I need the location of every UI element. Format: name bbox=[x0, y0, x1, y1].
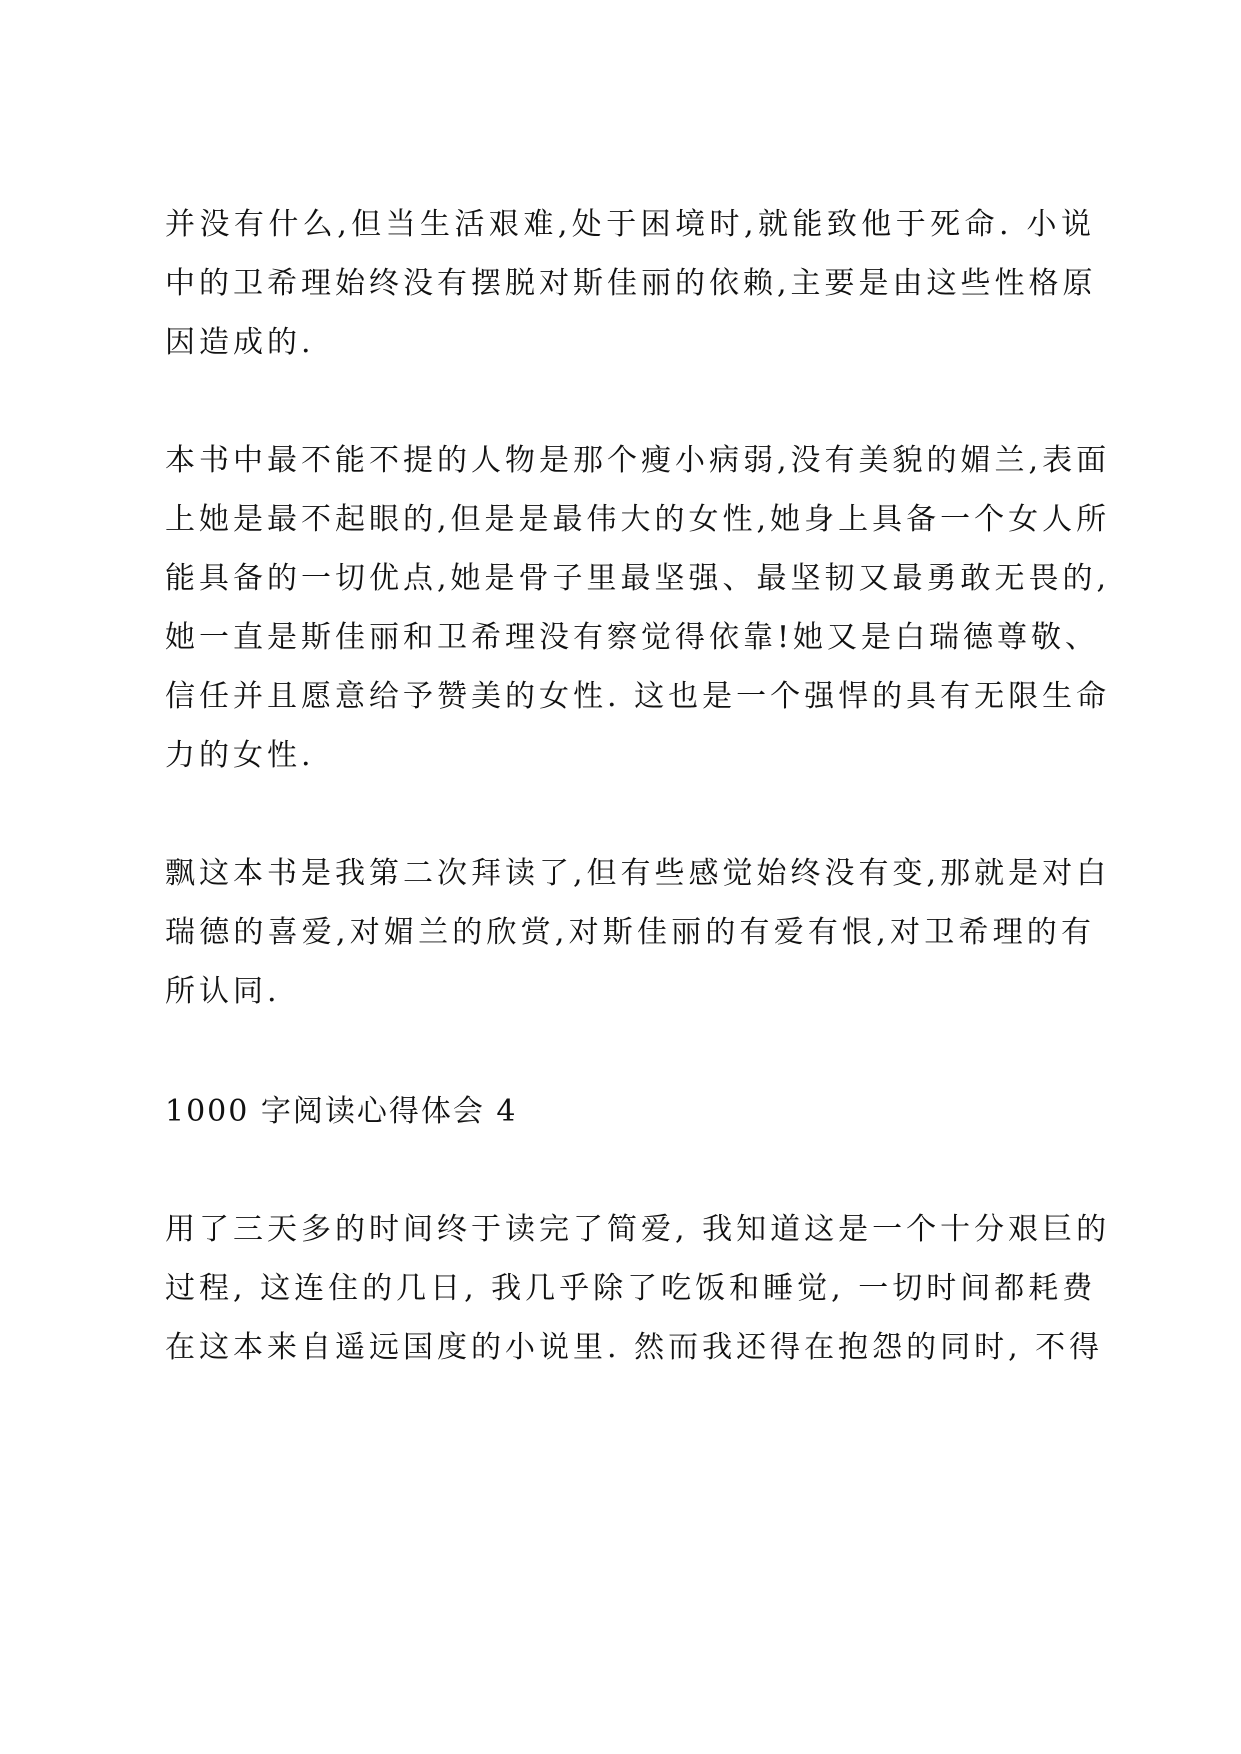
paragraph-2-line-4: 她一直是斯佳丽和卫希理没有察觉得依靠!她又是白瑞德尊敬、 bbox=[165, 620, 1100, 655]
paragraph-3-line-2: 瑞德的喜爱,对媚兰的欣赏,对斯佳丽的有爱有恨,对卫希理的有 bbox=[165, 915, 1095, 950]
section-heading: 1000 字阅读心得体会 4 bbox=[165, 1094, 518, 1129]
paragraph-1-line-3: 因造成的. bbox=[165, 325, 315, 360]
paragraph-4-line-1: 用了三天多的时间终于读完了简爱, 我知道这是一个十分艰巨的 bbox=[165, 1212, 1111, 1247]
paragraph-4-line-2: 过程, 这连住的几日, 我几乎除了吃饭和睡觉, 一切时间都耗费 bbox=[165, 1271, 1097, 1306]
paragraph-1-line-2: 中的卫希理始终没有摆脱对斯佳丽的依赖,主要是由这些性格原 bbox=[165, 266, 1097, 301]
paragraph-3-line-1: 飘这本书是我第二次拜读了,但有些感觉始终没有变,那就是对白 bbox=[165, 856, 1111, 891]
paragraph-2-line-1: 本书中最不能不提的人物是那个瘦小病弱,没有美貌的媚兰,表面 bbox=[165, 443, 1111, 478]
paragraph-1-line-1: 并没有什么,但当生活艰难,处于困境时,就能致他于死命. 小说 bbox=[165, 207, 1095, 242]
paragraph-2-line-6: 力的女性. bbox=[165, 738, 315, 773]
paragraph-2-line-5: 信任并且愿意给予赞美的女性. 这也是一个强悍的具有无限生命 bbox=[165, 679, 1111, 714]
paragraph-2-line-3: 能具备的一切优点,她是骨子里最坚强、最坚韧又最勇敢无畏的, bbox=[165, 561, 1111, 596]
paragraph-2-line-2: 上她是最不起眼的,但是是最伟大的女性,她身上具备一个女人所 bbox=[165, 502, 1111, 537]
paragraph-3-line-3: 所认同. bbox=[165, 974, 281, 1009]
paragraph-4-line-3: 在这本来自遥远国度的小说里. 然而我还得在抱怨的同时, 不得 bbox=[165, 1330, 1104, 1365]
